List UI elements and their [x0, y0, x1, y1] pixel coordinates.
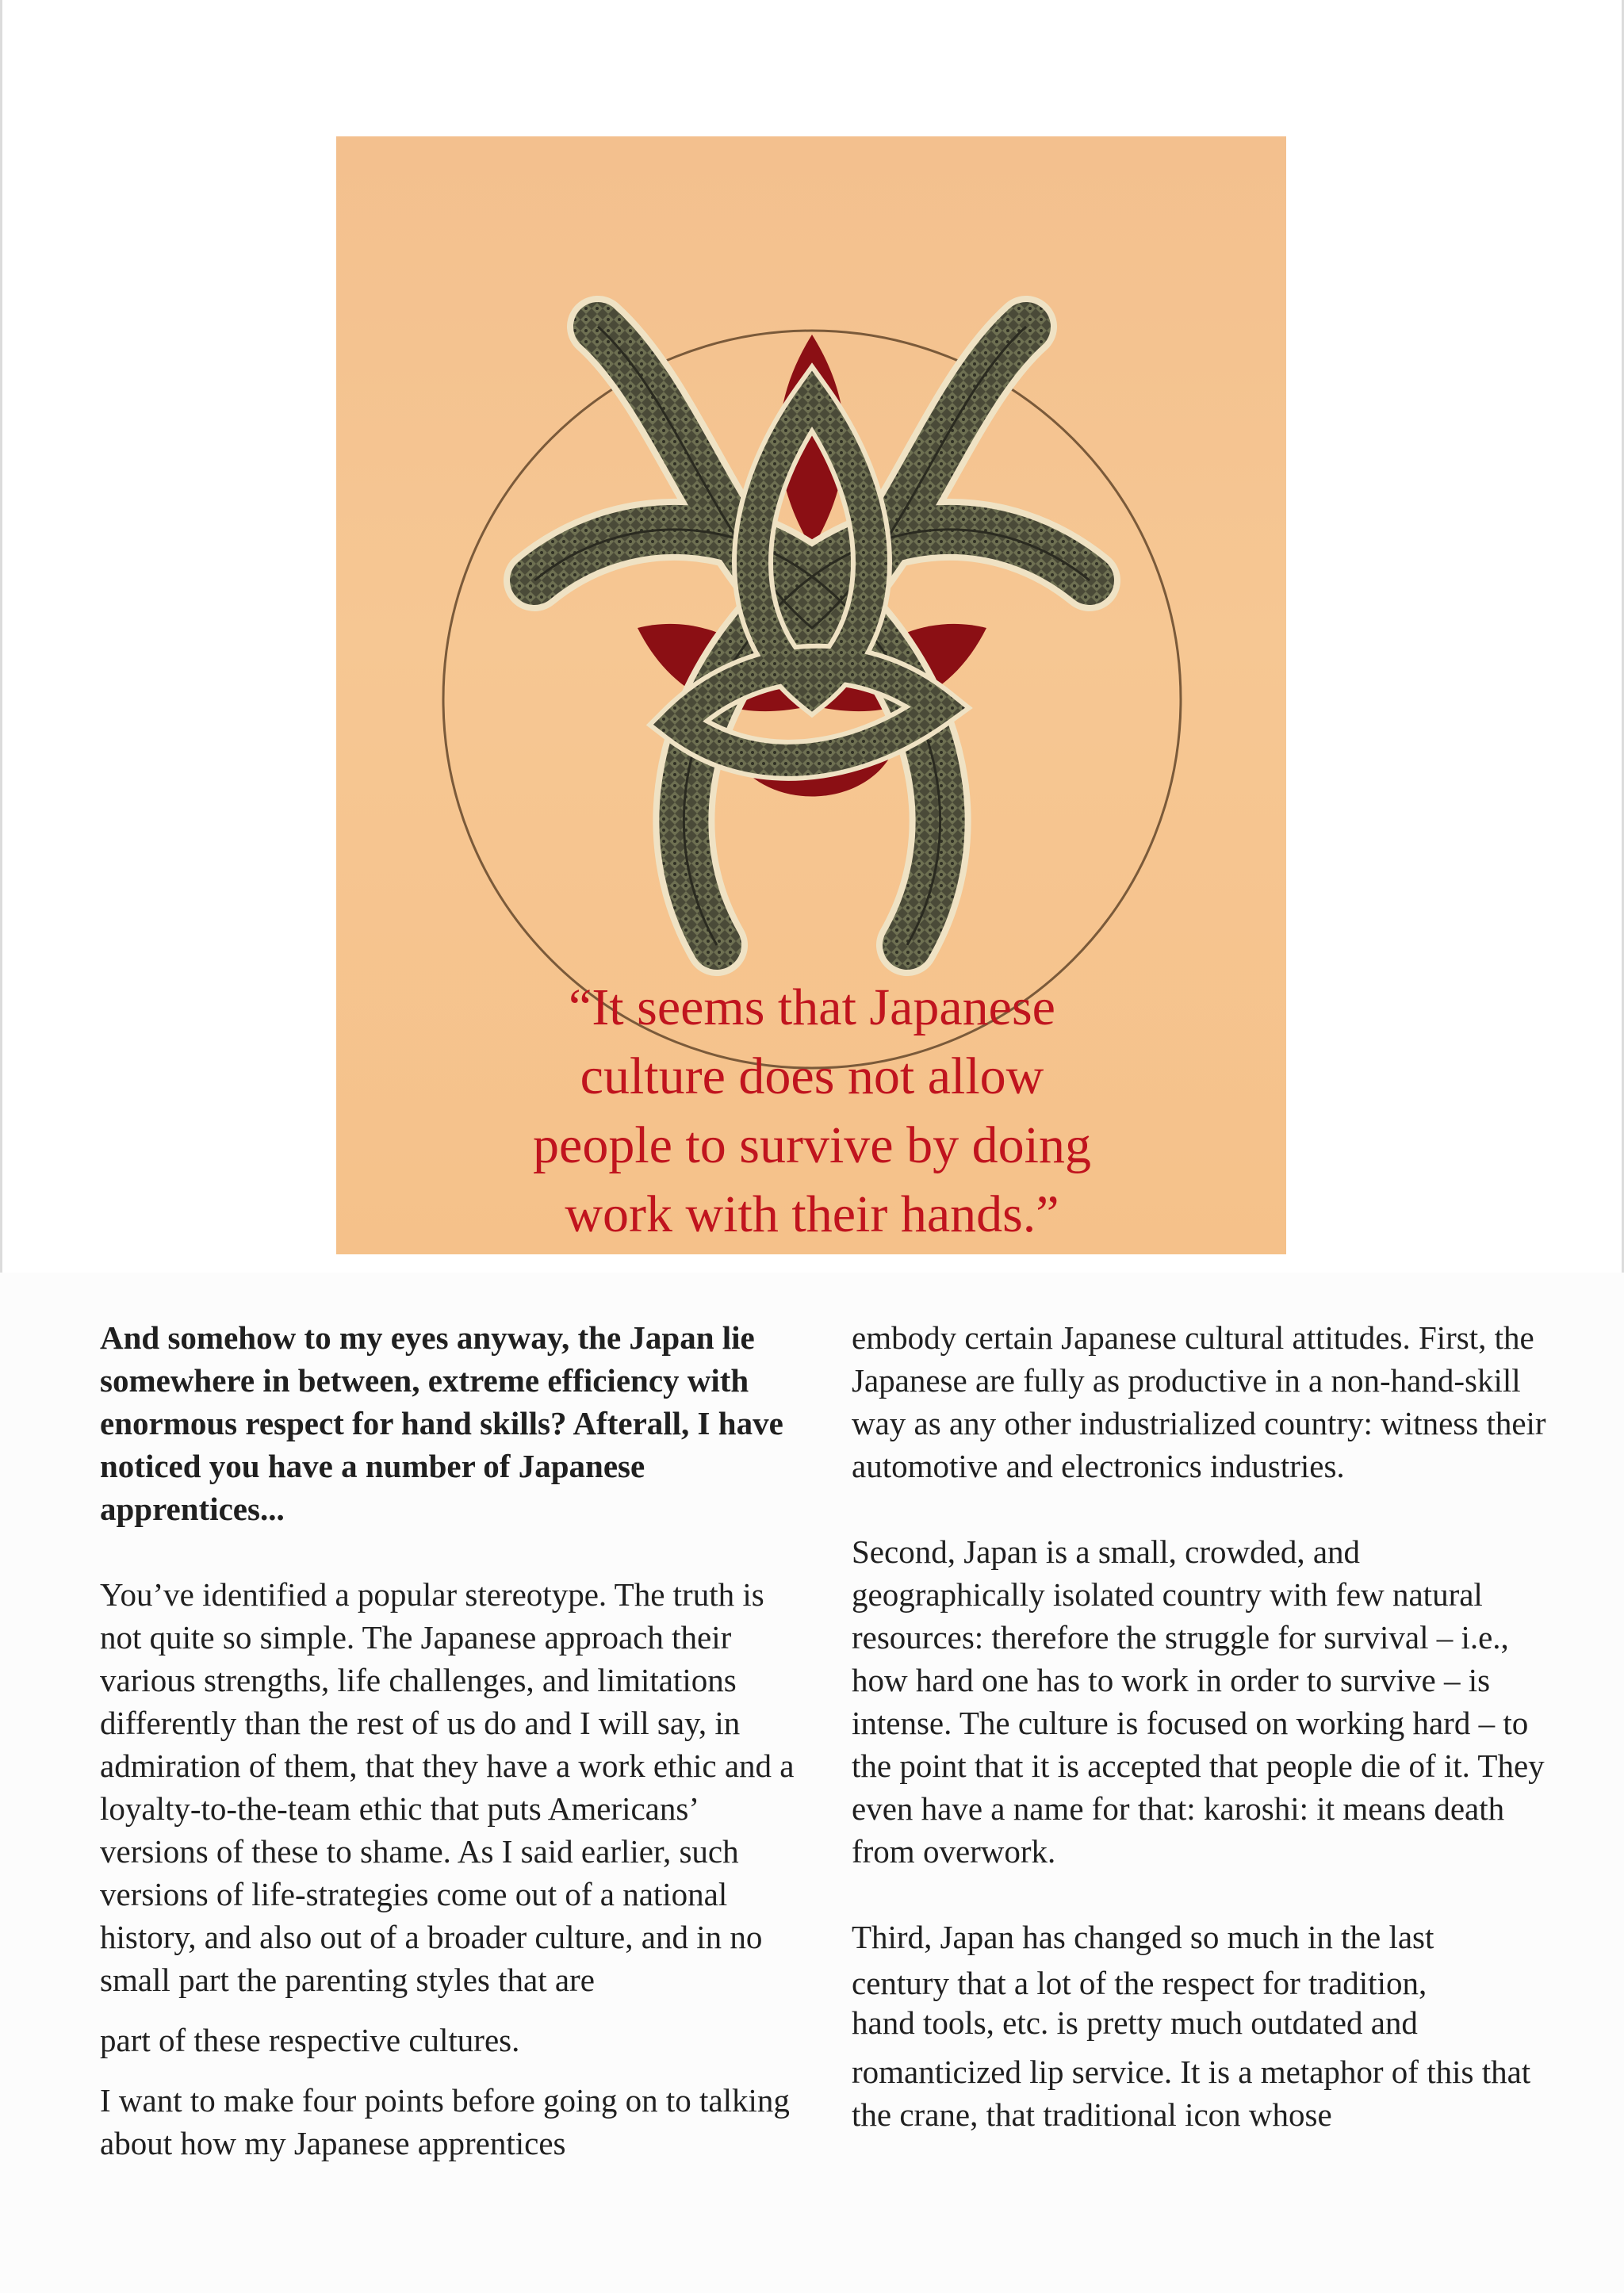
answer-paragraph-overlap-line: century that a lot of the respect for tradition,	[852, 1965, 1427, 2001]
answer-paragraph-end: part of these respective cultures.	[100, 2022, 520, 2058]
pull-quote-line: culture does not allow	[580, 1047, 1044, 1105]
answer-paragraph: romanticized lip service. It is a metaphor of this that the crane, that traditional icon whose	[852, 2054, 1531, 2133]
right-column	[852, 1316, 1549, 2136]
pull-quote-line: people to survive by doing	[533, 1116, 1091, 1174]
pull-quote	[463, 973, 1161, 1249]
pull-quote-line: work with their hands.”	[565, 1185, 1059, 1243]
answer-paragraph: Third, Japan has changed so much in the last	[852, 1919, 1434, 1955]
answer-paragraph: I want to make four points before going on to talking about how my Japanese apprentices	[100, 2082, 790, 2161]
interview-question: And somehow to my eyes anyway, the Japan lie somewhere in between, extreme efficiency with enormous respect for hand skills? Afterall, I have noticed you have a number of Japanese apprentices...	[100, 1319, 783, 1527]
celtic-knot-illustration	[336, 136, 1286, 1096]
answer-paragraph: You’ve identified a popular stereotype. The truth is not quite so simple. The Japanese approach their various strengths, life challenges, and limitations differently than the rest of us do and I will say, in admiration of them, that they have a work ethic and a loyalty-to-the-team ethic that puts Americans’ versions of these to shame. As I said earlier, such versions of life-strategies come out of a national history, and also out of a broader culture, and in no small part the parenting styles that are	[100, 1576, 795, 1998]
answer-paragraph: Second, Japan is a small, crowded, and geographically isolated country with few natural resources: therefore the struggle for survival – i.e., how hard one has to work in order to survive – is intense. The culture is focused on working hard – to the point that it is accepted that people die of it. They even have a name for that: karoshi: it means death from overwork.	[852, 1533, 1545, 1870]
answer-paragraph-overlap-line: hand tools, etc. is pretty much outdated and	[852, 2004, 1418, 2041]
answer-paragraph: embody certain Japanese cultural attitudes. First, the Japanese are fully as productive in a non-hand-skill way as any other industrialized country: witness their automotive and electronics industries.	[852, 1319, 1546, 1484]
left-column	[100, 1316, 798, 2165]
hero-image	[336, 136, 1286, 1254]
pull-quote-line: “It seems that Japanese	[569, 978, 1055, 1036]
